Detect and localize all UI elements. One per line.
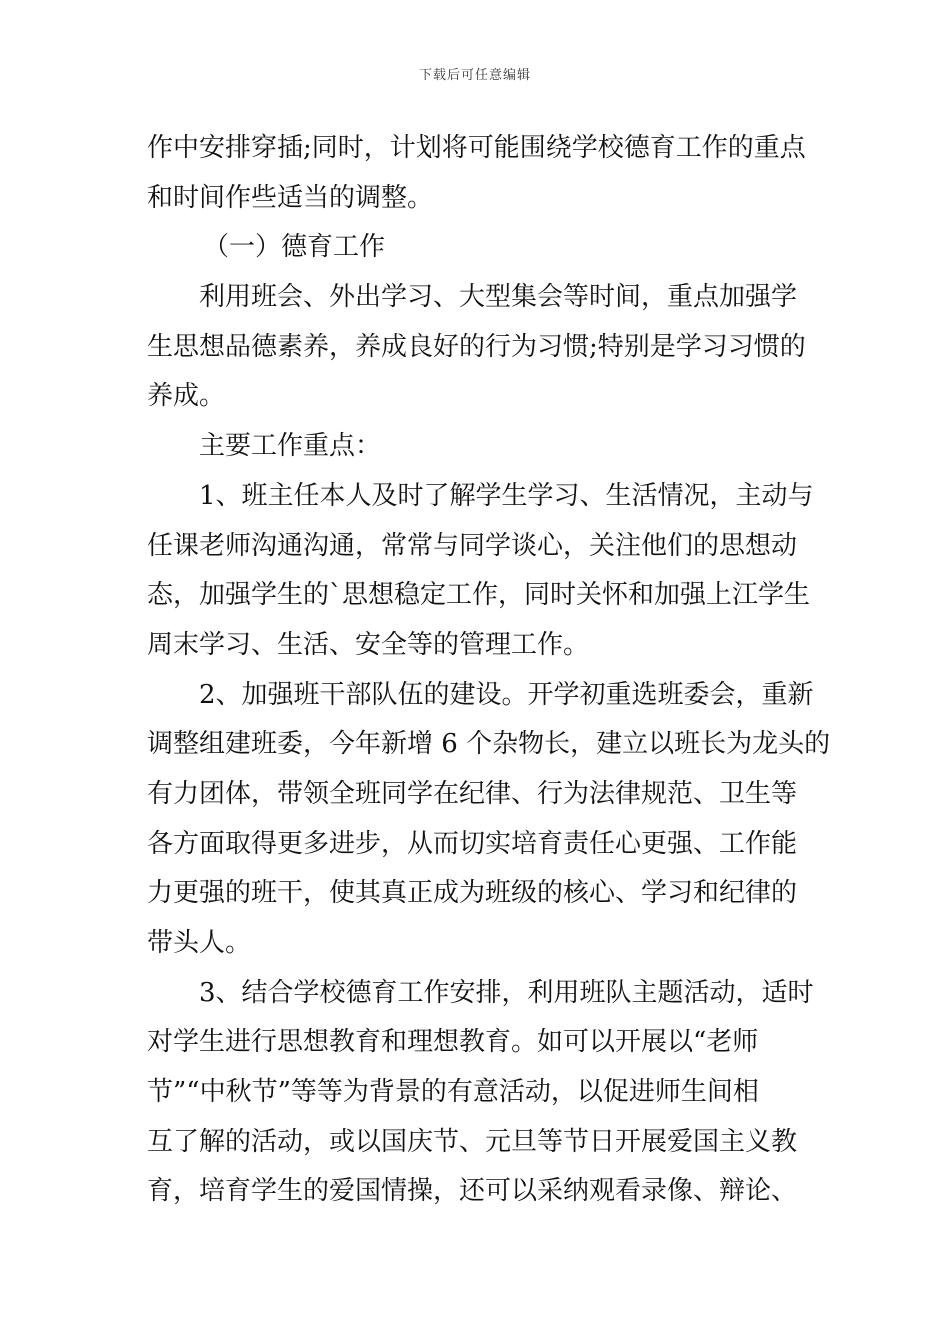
text-line: 有力团体，带领全班同学在纪律、行为法律规范、卫生等: [147, 778, 798, 809]
text-line: 作中安排穿插;同时，计划将可能围绕学校德育工作的重点: [147, 133, 806, 163]
text-line: 利用班会、外出学习、大型集会等时间，重点加强学: [199, 282, 798, 313]
subheading: 主要工作重点：: [199, 431, 382, 462]
text-line: 任课老师沟通沟通，常常与同学谈心，关注他们的思想动: [147, 530, 798, 561]
text-line: 态，加强学生的`思想稳定工作，同时关怀和加强上江学生: [147, 580, 811, 611]
document-body: [147, 124, 831, 1217]
text-line: 2、加强班干部队伍的建设。开学初重选班委会，重新: [199, 679, 814, 710]
text-line: 周末学习、生活、安全等的管理工作。: [147, 629, 590, 660]
section-heading: （一）德育工作: [203, 232, 386, 263]
text-line: 3、结合学校德育工作安排，利用班队主题活动，适时: [199, 977, 814, 1008]
page-header-note: 下载后可任意编辑: [418, 68, 531, 83]
text-line: 各方面取得更多进步，从而切实培育责任心更强、工作能: [147, 828, 798, 859]
text-line: 互了解的活动，或以国庆节、元旦等节日开展爱国主义教: [147, 1126, 798, 1157]
text-line: 调整组建班委，今年新增 6 个杂物长，建立以班长为龙头的: [147, 729, 831, 760]
text-line: 节”“中秋节”等等为背景的有意活动，以促进师生间相: [147, 1077, 759, 1108]
text-line: 和时间作些适当的调整。: [147, 182, 434, 213]
text-line: 带头人。: [147, 928, 252, 958]
text-line: 养成。: [147, 381, 226, 412]
text-line: 育，培育学生的爱国情操，还可以采纳观看录像、辩论、: [147, 1176, 798, 1207]
text-line: 力更强的班干，使其真正成为班级的核心、学习和纪律的: [147, 878, 798, 909]
text-line: 生思想品德素养，养成良好的行为习惯;特别是学习习惯的: [147, 331, 806, 362]
text-line: 1、班主任本人及时了解学生学习、生活情况，主动与: [199, 480, 814, 511]
text-line: 对学生进行思想教育和理想教育。如可以开展以“老师: [147, 1027, 759, 1058]
